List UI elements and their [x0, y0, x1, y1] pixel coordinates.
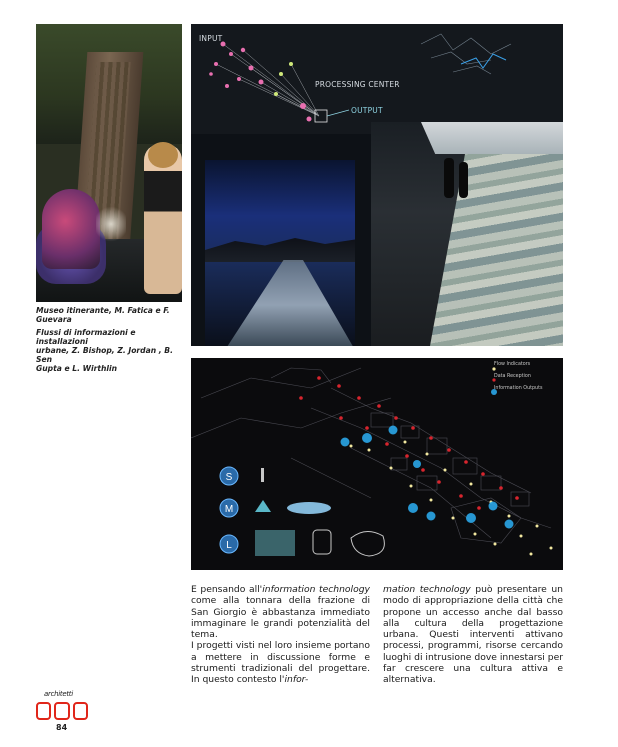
size-icon-s: [220, 467, 238, 485]
body-text-col2: mation technology può presentare un modo di appropriazione della città che propone un accesso anche dal basso alla cultura della progettazione urbana. Questi interventi attivano processi, programmi, risorse cercando luoghi di intrusione dove innestarsi per far crescere una cultura attiva e alternativa.: [383, 584, 563, 686]
flow-diagram-graphic: [191, 24, 563, 134]
size-label-s: S: [225, 472, 233, 483]
night-render-inset: [205, 160, 355, 346]
legend-outputs: Information Outputs: [494, 386, 543, 391]
composite-image-flows: [191, 24, 563, 346]
urban-flow-map: [191, 358, 563, 570]
diagram-label-input: INPUT: [199, 34, 223, 43]
body-text-col1: E pensando all'information technology come alla tonnara della frazione di San Giorgio è abbastanza immediato immaginare le grandi potenzialità del tema. I progetti visti nel loro insieme portano a mettere in discussione forme e strumenti tradizionali del progettare. In questo contesto l'infor-: [191, 584, 370, 686]
photo-museo-itinerante: [36, 24, 182, 302]
flow-diagram: [191, 24, 563, 134]
silhouette-person: [459, 162, 468, 198]
caption-flussi: Flussi di informazioni e installazioni urbane, Z. Bishop, Z. Jordan , B. Sen Gupta e L. Wirthlin: [36, 328, 173, 373]
size-label-m: M: [224, 504, 234, 515]
diagram-label-processing: PROCESSING CENTER: [315, 80, 400, 89]
size-icon-l: [220, 535, 238, 553]
magazine-logo: [36, 690, 92, 734]
legend-data: Data Reception: [494, 374, 531, 379]
size-icon-m: [220, 499, 238, 517]
logo-mark: [36, 702, 88, 722]
caption-museo: Museo itinerante, M. Fatica e F. Guevara: [36, 306, 170, 324]
size-label-l: L: [226, 540, 232, 551]
diagram-label-output: OUTPUT: [351, 106, 383, 115]
legend-flow: Flow Indicators: [494, 362, 531, 367]
page-number: 84: [56, 723, 68, 732]
silhouette-person: [444, 158, 454, 198]
logo-word: architetti: [44, 690, 73, 698]
